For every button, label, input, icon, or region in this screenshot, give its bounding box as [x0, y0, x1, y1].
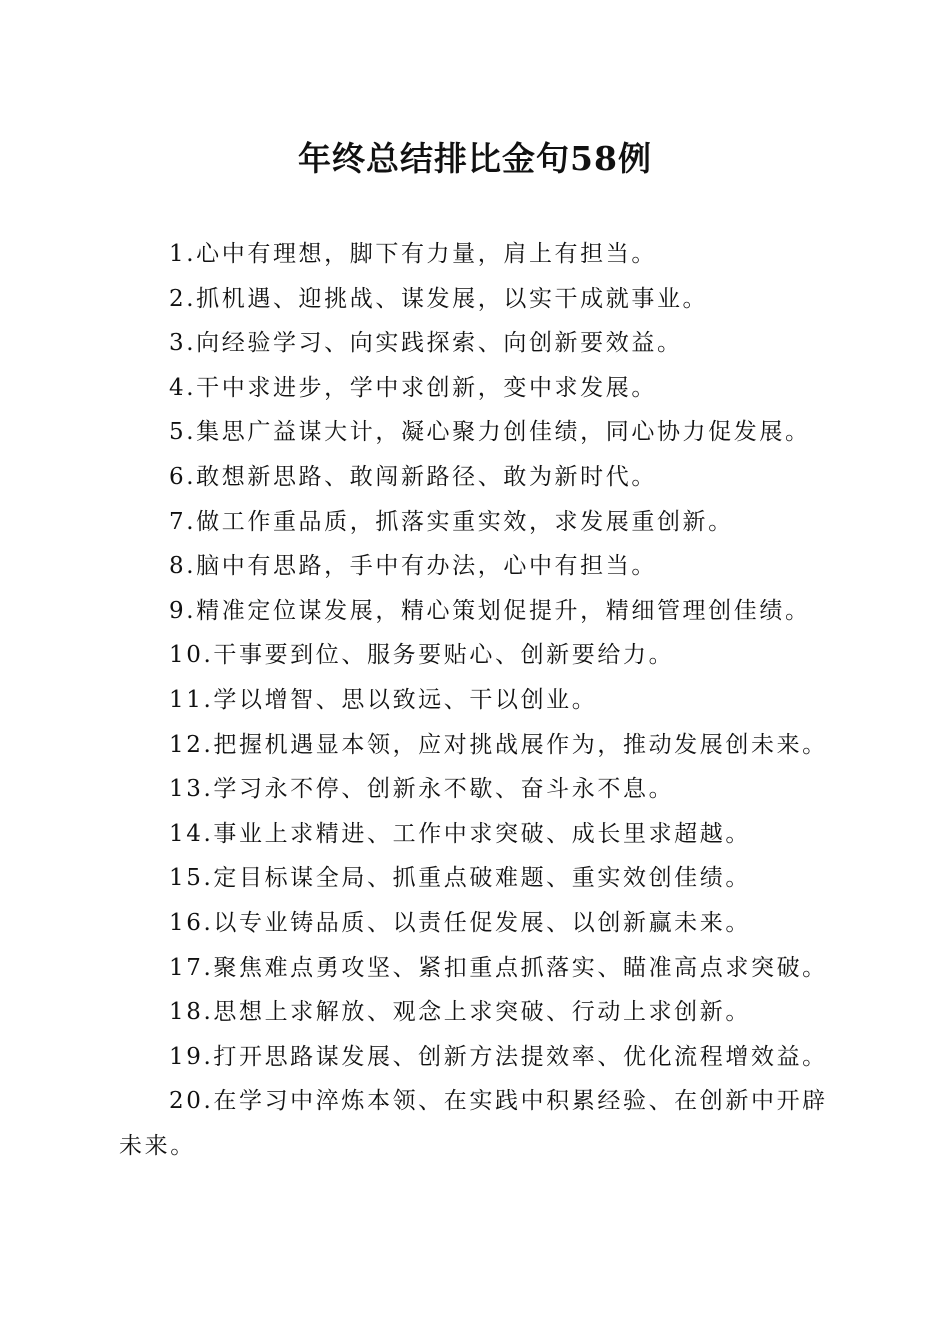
list-item: 9.精准定位谋发展，精心策划促提升，精细管理创佳绩。: [169, 597, 811, 624]
list-item: 15.定目标谋全局、抓重点破难题、重实效创佳绩。: [169, 865, 751, 892]
list-item: 1.心中有理想，脚下有力量，肩上有担当。: [169, 241, 657, 267]
list-item: 11.学以增智、思以致远、干以创业。: [169, 686, 598, 713]
list-item: 14.事业上求精进、工作中求突破、成长里求超越。: [169, 820, 751, 847]
list-item: 8.脑中有思路，手中有办法，心中有担当。: [169, 553, 657, 580]
list-item: 4.干中求进步，学中求创新，变中求发展。: [169, 374, 657, 401]
list-item: 6.敢想新思路、敢闯新路径、敢为新时代。: [169, 463, 657, 490]
slogan-list: [119, 232, 831, 1168]
list-item: 20.在学习中淬炼本领、在实践中积累经验、在创新中开辟未来。: [119, 1088, 828, 1159]
document-title: 年终总结排比金句58例: [298, 139, 652, 178]
list-item: 19.打开思路谋发展、创新方法提效率、优化流程增效益。: [169, 1043, 828, 1070]
list-item: 2.抓机遇、迎挑战、谋发展，以实干成就事业。: [169, 285, 709, 312]
list-item: 16.以专业铸品质、以责任促发展、以创新赢未来。: [169, 909, 751, 936]
list-item: 18.思想上求解放、观念上求突破、行动上求创新。: [169, 999, 751, 1026]
list-item: 7.做工作重品质，抓落实重实效，求发展重创新。: [169, 508, 734, 535]
list-item: 12.把握机遇显本领，应对挑战展作为，推动发展创未来。: [169, 731, 828, 758]
list-item: 5.集思广益谋大计，凝心聚力创佳绩，同心协力促发展。: [169, 419, 811, 446]
list-item: 13.学习永不停、创新永不歇、奋斗永不息。: [169, 776, 675, 803]
list-item: 10.干事要到位、服务要贴心、创新要给力。: [169, 642, 675, 669]
list-item: 3.向经验学习、向实践探索、向创新要效益。: [169, 330, 683, 357]
list-item: 17.聚焦难点勇攻坚、紧扣重点抓落实、瞄准高点求突破。: [169, 954, 828, 981]
